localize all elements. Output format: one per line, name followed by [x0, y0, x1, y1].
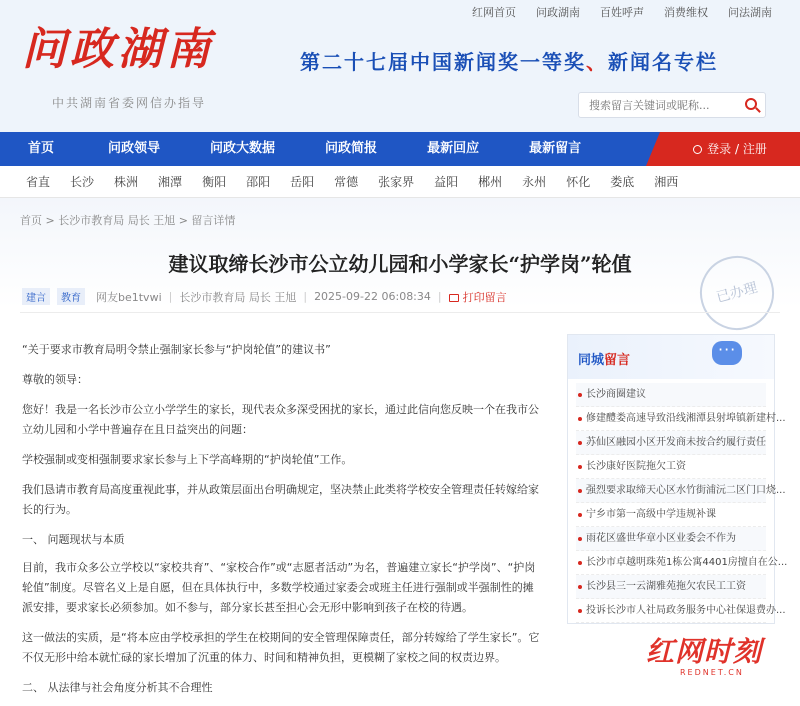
- printer-icon: [449, 294, 459, 302]
- list-item[interactable]: 修建醴娄高速导致沿线湘潭县射埠镇新建村...: [576, 407, 766, 431]
- article-paragraph: 学校强制或变相强制要求家长参与上下学高峰期的“护岗轮值”工作。: [22, 453, 353, 466]
- list-item[interactable]: 强烈要求取缔天心区水竹街浦沅二区门口烧...: [576, 479, 766, 503]
- breadcrumb[interactable]: 首页 > 长沙市教育局 局长 王旭 > 留言详情: [20, 214, 236, 227]
- city-item[interactable]: 湘潭: [158, 175, 183, 189]
- search-input[interactable]: [579, 93, 739, 117]
- same-city-list: [568, 379, 788, 623]
- city-item[interactable]: 怀化: [566, 175, 591, 189]
- article-paragraph: 尊敬的领导：: [22, 373, 88, 386]
- main-nav: [0, 132, 800, 166]
- article-section-heading: 二、 从法律与社会角度分析其不合理性: [22, 681, 213, 694]
- site-header: [0, 0, 800, 132]
- tag-jiaoyu: 教育: [57, 288, 85, 305]
- panel-title-b: 留言: [604, 353, 631, 368]
- article-paragraph: 这一做法的实质，是“将本应由学校承担的学生在校期间的安全管理保障责任，部分转嫁给了学生家长”。它不仅无形中给本就忙碌的家长增加了沉重的体力、时间和精神负担，更模糊了家校之间的权责边界。: [22, 631, 540, 664]
- city-item[interactable]: 益阳: [434, 175, 459, 189]
- article-body: [22, 340, 540, 706]
- nav-briefing[interactable]: 问政简报: [325, 141, 378, 156]
- panel-header: [568, 335, 774, 379]
- same-city-panel: [567, 334, 788, 624]
- list-item[interactable]: 宁乡市第一高级中学违规补课: [576, 503, 766, 527]
- slogan-separator: 、: [586, 50, 608, 74]
- city-item[interactable]: 长沙: [70, 175, 95, 189]
- user-icon: [693, 145, 702, 154]
- city-item[interactable]: 郴州: [478, 175, 503, 189]
- chat-bubble-icon: [712, 341, 742, 365]
- city-item[interactable]: 邵阳: [246, 175, 271, 189]
- post-time: 2025-09-22 06:08:34: [314, 290, 431, 303]
- nav-latest-message[interactable]: 最新留言: [529, 141, 582, 156]
- nav-latest-response[interactable]: 最新回应: [427, 141, 480, 156]
- list-item[interactable]: 投诉长沙市人社局政务服务中心社保退费办...: [576, 599, 766, 623]
- panel-title-a: 同城: [578, 353, 605, 368]
- nav-bigdata[interactable]: 问政大数据: [210, 141, 276, 156]
- logo-subtitle: 中共湖南省委网信办指导: [52, 96, 207, 110]
- meta-divider: |: [303, 290, 308, 303]
- award-slogan: [300, 46, 718, 75]
- search-icon[interactable]: [745, 98, 757, 110]
- city-item[interactable]: 娄底: [610, 175, 635, 189]
- toplink-baixing[interactable]: 百姓呼声: [600, 6, 644, 19]
- article-paragraph: 我们恳请市教育局高度重视此事，并从政策层面出台明确规定，坚决禁止此类将学校安全管理责任转嫁给家长的行为。: [22, 483, 539, 516]
- meta-divider: |: [437, 290, 442, 303]
- city-item[interactable]: 岳阳: [290, 175, 315, 189]
- page-title: 建议取缔长沙市公立幼儿园和小学家长“护学岗”轮值: [168, 252, 632, 276]
- panel-title: [578, 349, 630, 368]
- article-section-heading: 一、 问题现状与本质: [22, 533, 125, 546]
- rednet-watermark: [646, 630, 776, 690]
- nav-home[interactable]: 首页: [28, 141, 55, 156]
- nav-leaders[interactable]: 问政领导: [108, 141, 161, 156]
- list-item[interactable]: 长沙市卓越明珠苑1栋公寓4401房擅自在公...: [576, 551, 766, 575]
- article-paragraph: “关于要求市教育局明令禁止强制家长参与“护岗轮值”的建议书”: [22, 343, 331, 356]
- slogan-part-1: 第二十七届中国新闻奖一等奖: [300, 50, 586, 74]
- article-paragraph: 目前，我市众多公立学校以“家校共育”、“家校合作”或“志愿者活动”为名，普遍建立家长“护学岗”、“护岗轮值”制度。尽管名义上是自愿，但在具体执行中，多数学校通过家委会或班主任进行强制或半强制性的摊派安排，要求家长必须参加。如不参与，部分家长甚至担心会无形中影响到孩子在校的待遇。: [22, 561, 536, 614]
- post-meta: [22, 288, 507, 305]
- slogan-part-2: 新闻名专栏: [608, 50, 718, 74]
- post-target: 长沙市教育局 局长 王旭: [179, 290, 297, 304]
- city-item[interactable]: 株洲: [114, 175, 139, 189]
- watermark-sub: REDNET.CN: [680, 668, 744, 677]
- login-label: 登录 / 注册: [707, 142, 767, 156]
- list-item[interactable]: 雨花区盛世华章小区业委会不作为: [576, 527, 766, 551]
- status-stamp: 已办理: [692, 248, 783, 339]
- list-item[interactable]: 长沙县三一云湖雅苑拖欠农民工工资: [576, 575, 766, 599]
- toplink-law[interactable]: 问法湖南: [728, 6, 772, 19]
- city-item[interactable]: 衡阳: [202, 175, 227, 189]
- city-item[interactable]: 常德: [334, 175, 359, 189]
- divider: [20, 312, 780, 313]
- post-author: 网友be1tvwi: [96, 290, 162, 304]
- city-nav: [0, 166, 800, 198]
- city-item[interactable]: 永州: [522, 175, 547, 189]
- article-paragraph: 您好！我是一名长沙市公立小学学生的家长，现代表众多深受困扰的家长，通过此信向您反映一个在我市公立幼儿园和小学中普遍存在且日益突出的问题：: [22, 403, 539, 436]
- list-item[interactable]: 长沙商圈建议: [576, 383, 766, 407]
- tag-jianyan: 建言: [22, 288, 50, 305]
- toplink-wenzheng[interactable]: 问政湖南: [536, 6, 580, 19]
- login-button[interactable]: [660, 132, 800, 166]
- meta-divider: |: [168, 290, 173, 303]
- city-item[interactable]: 湘西: [654, 175, 679, 189]
- toplink-home[interactable]: 红网首页: [472, 6, 516, 19]
- top-links: [472, 4, 772, 20]
- search-box: [578, 92, 766, 118]
- print-label: 打印留言: [462, 290, 507, 304]
- watermark-logo: 红网时刻: [646, 635, 763, 668]
- list-item[interactable]: 苏仙区融园小区开发商未按合约履行责任: [576, 431, 766, 455]
- site-logo[interactable]: 问政湖南: [22, 24, 214, 75]
- print-button[interactable]: [449, 289, 507, 305]
- toplink-consumer[interactable]: 消费维权: [664, 6, 708, 19]
- list-item[interactable]: 长沙康好医院拖欠工资: [576, 455, 766, 479]
- city-item[interactable]: 张家界: [378, 175, 415, 189]
- city-item[interactable]: 省直: [26, 175, 51, 189]
